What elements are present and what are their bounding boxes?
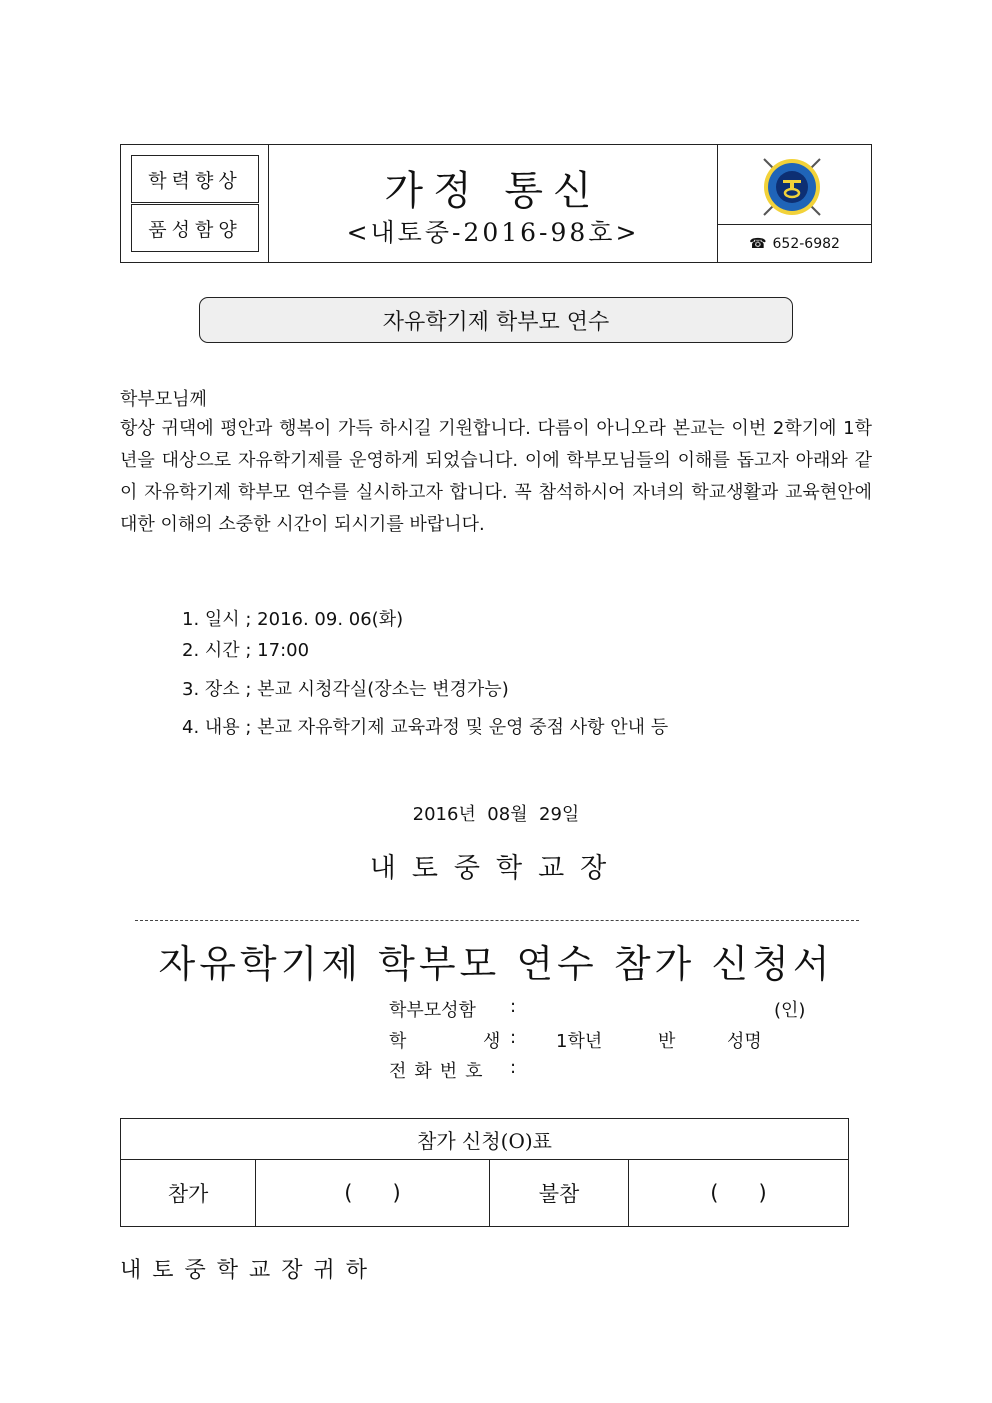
attendance-table	[120, 1118, 849, 1227]
motto-panel	[121, 145, 269, 262]
class-label: 반	[658, 1031, 676, 1052]
detail-date: 1. 일시 ; 2016. 09. 06(화)	[182, 609, 404, 630]
student-label-part2: 생	[483, 1031, 501, 1052]
telephone-icon: ☎	[749, 235, 767, 252]
body-paragraph: 항상 귀댁에 평안과 행복이 가득 하시길 기원합니다. 다름이 아니오라 본교는 이번 2학기에 1학년을 대상으로 자유학기제를 운영하게 되었습니다. 이에 학부모님들의 이해를 돕고자 아래와 같이 자유학기제 학부모 연수를 실시하고자 합니다. 꼭 참석하시어 자녀의 학교생활과 교육현안에 대한 이해의 소중한 시간이 되시기를 바랍니다.	[120, 418, 872, 535]
cut-line	[135, 920, 859, 921]
letter-header	[120, 144, 872, 263]
colon: :	[510, 1057, 517, 1078]
newsletter-title: 가정 통신	[384, 168, 602, 214]
school-panel	[718, 145, 871, 262]
student-label-part1: 학	[389, 1031, 407, 1052]
greeting: 학부모님께	[120, 389, 207, 410]
school-emblem-icon	[758, 153, 826, 221]
addressee: 내토중학교장귀하	[120, 1258, 379, 1283]
colon: :	[510, 1027, 517, 1048]
parent-name-label: 학부모성함	[389, 1000, 476, 1021]
detail-content: 4. 내용 ; 본교 자유학기제 교육과정 및 운영 중점 사항 안내 등	[182, 717, 669, 738]
motto-academic: 학력향상	[131, 155, 259, 203]
absent-label: 불참	[490, 1160, 629, 1226]
grade-label: 1학년	[556, 1031, 603, 1052]
phone-row	[718, 224, 871, 262]
principal-signature: 내토중학교장	[369, 853, 623, 884]
phone-label: 전화번호	[389, 1061, 491, 1082]
attend-label: 참가	[121, 1160, 256, 1226]
issue-date: 2016년 08월 29일	[412, 804, 580, 825]
title-panel	[269, 145, 718, 262]
table-header: 참가 신청(O)표	[121, 1119, 848, 1160]
motto-character: 품성함양	[131, 204, 259, 252]
subject-title: 자유학기제 학부모 연수	[199, 297, 793, 343]
form-title: 자유학기제 학부모 연수 참가 신청서	[158, 942, 834, 986]
student-name-label: 성명	[727, 1031, 762, 1052]
issue-number: <내토중-2016-98호>	[346, 218, 640, 247]
absent-checkbox[interactable]: ( )	[710, 1181, 767, 1205]
attend-checkbox[interactable]: ( )	[256, 1160, 490, 1226]
phone-number: 652-6982	[772, 235, 840, 252]
detail-place: 3. 장소 ; 본교 시청각실(장소는 변경가능)	[182, 679, 509, 700]
colon: :	[510, 996, 517, 1017]
seal-mark: (인)	[774, 1000, 806, 1021]
detail-time: 2. 시간 ; 17:00	[182, 640, 310, 661]
